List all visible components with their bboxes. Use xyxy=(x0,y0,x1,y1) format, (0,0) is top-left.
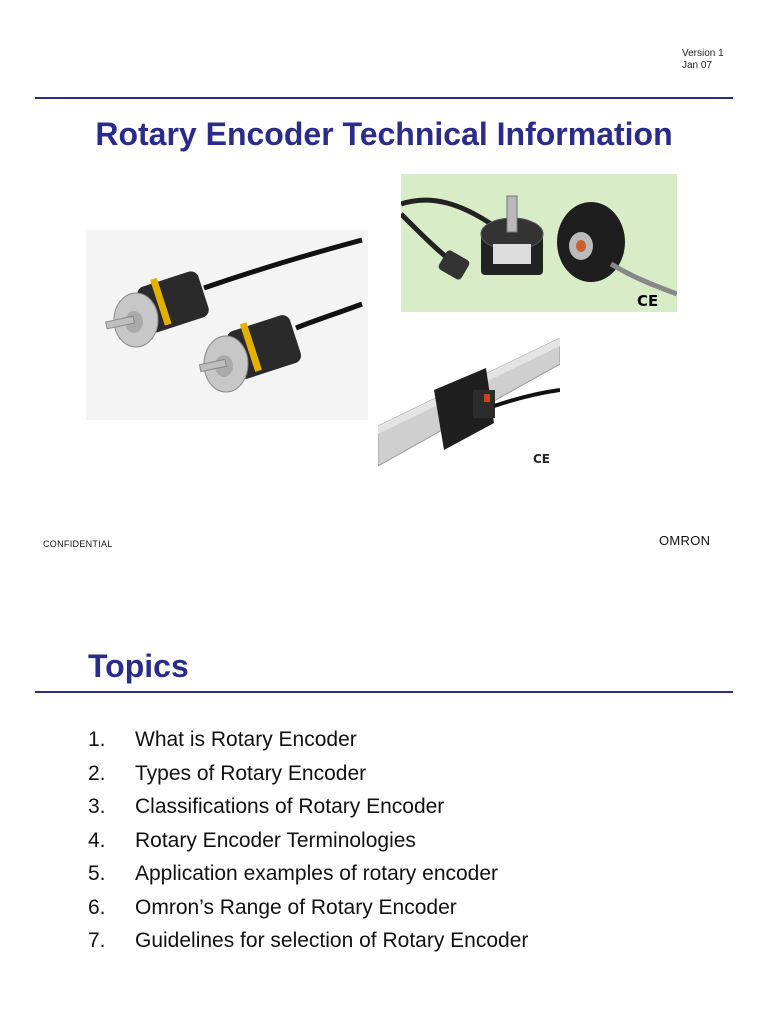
ce-mark-icon: CE xyxy=(533,452,551,466)
list-item xyxy=(88,760,528,794)
confidential-label: CONFIDENTIAL xyxy=(43,539,113,549)
list-item xyxy=(88,860,528,894)
item-text: Rotary Encoder Terminologies xyxy=(135,828,416,852)
brand-footer: OMRON xyxy=(659,533,711,548)
item-text: Application examples of rotary encoder xyxy=(135,862,499,885)
item-text: Omron’s Range of Rotary Encoder xyxy=(135,895,457,919)
item-text: What is Rotary Encoder xyxy=(135,728,357,751)
topics-rule xyxy=(35,691,733,693)
item-text: Types of Rotary Encoder xyxy=(135,761,367,785)
hollow-shaft-encoders-photo xyxy=(401,174,677,312)
item-number: 5. xyxy=(88,862,106,885)
item-text: Classifications of Rotary Encoder xyxy=(135,795,445,818)
version-date: Jan 07 xyxy=(682,60,713,71)
slide-title: Rotary Encoder Technical Information xyxy=(95,116,673,152)
topics-list xyxy=(88,726,528,961)
item-number: 3. xyxy=(88,795,106,818)
small-rotary-encoders-photo xyxy=(86,230,368,420)
version-info xyxy=(682,48,724,72)
item-number: 2. xyxy=(88,761,106,785)
list-item xyxy=(88,726,528,760)
item-number: 4. xyxy=(88,828,106,852)
ce-mark-icon: CE xyxy=(637,292,659,310)
item-text: Guidelines for selection of Rotary Encoder xyxy=(135,929,529,952)
list-item xyxy=(88,827,528,861)
header-rule xyxy=(35,97,733,99)
topics-title: Topics xyxy=(88,648,189,684)
version-label: Version 1 xyxy=(682,48,724,59)
linear-scale-sensor-photo xyxy=(378,338,560,468)
item-number: 7. xyxy=(88,929,106,952)
list-item xyxy=(88,793,528,827)
item-number: 6. xyxy=(88,895,106,919)
list-item xyxy=(88,927,528,961)
list-item xyxy=(88,894,528,928)
item-number: 1. xyxy=(88,728,106,751)
